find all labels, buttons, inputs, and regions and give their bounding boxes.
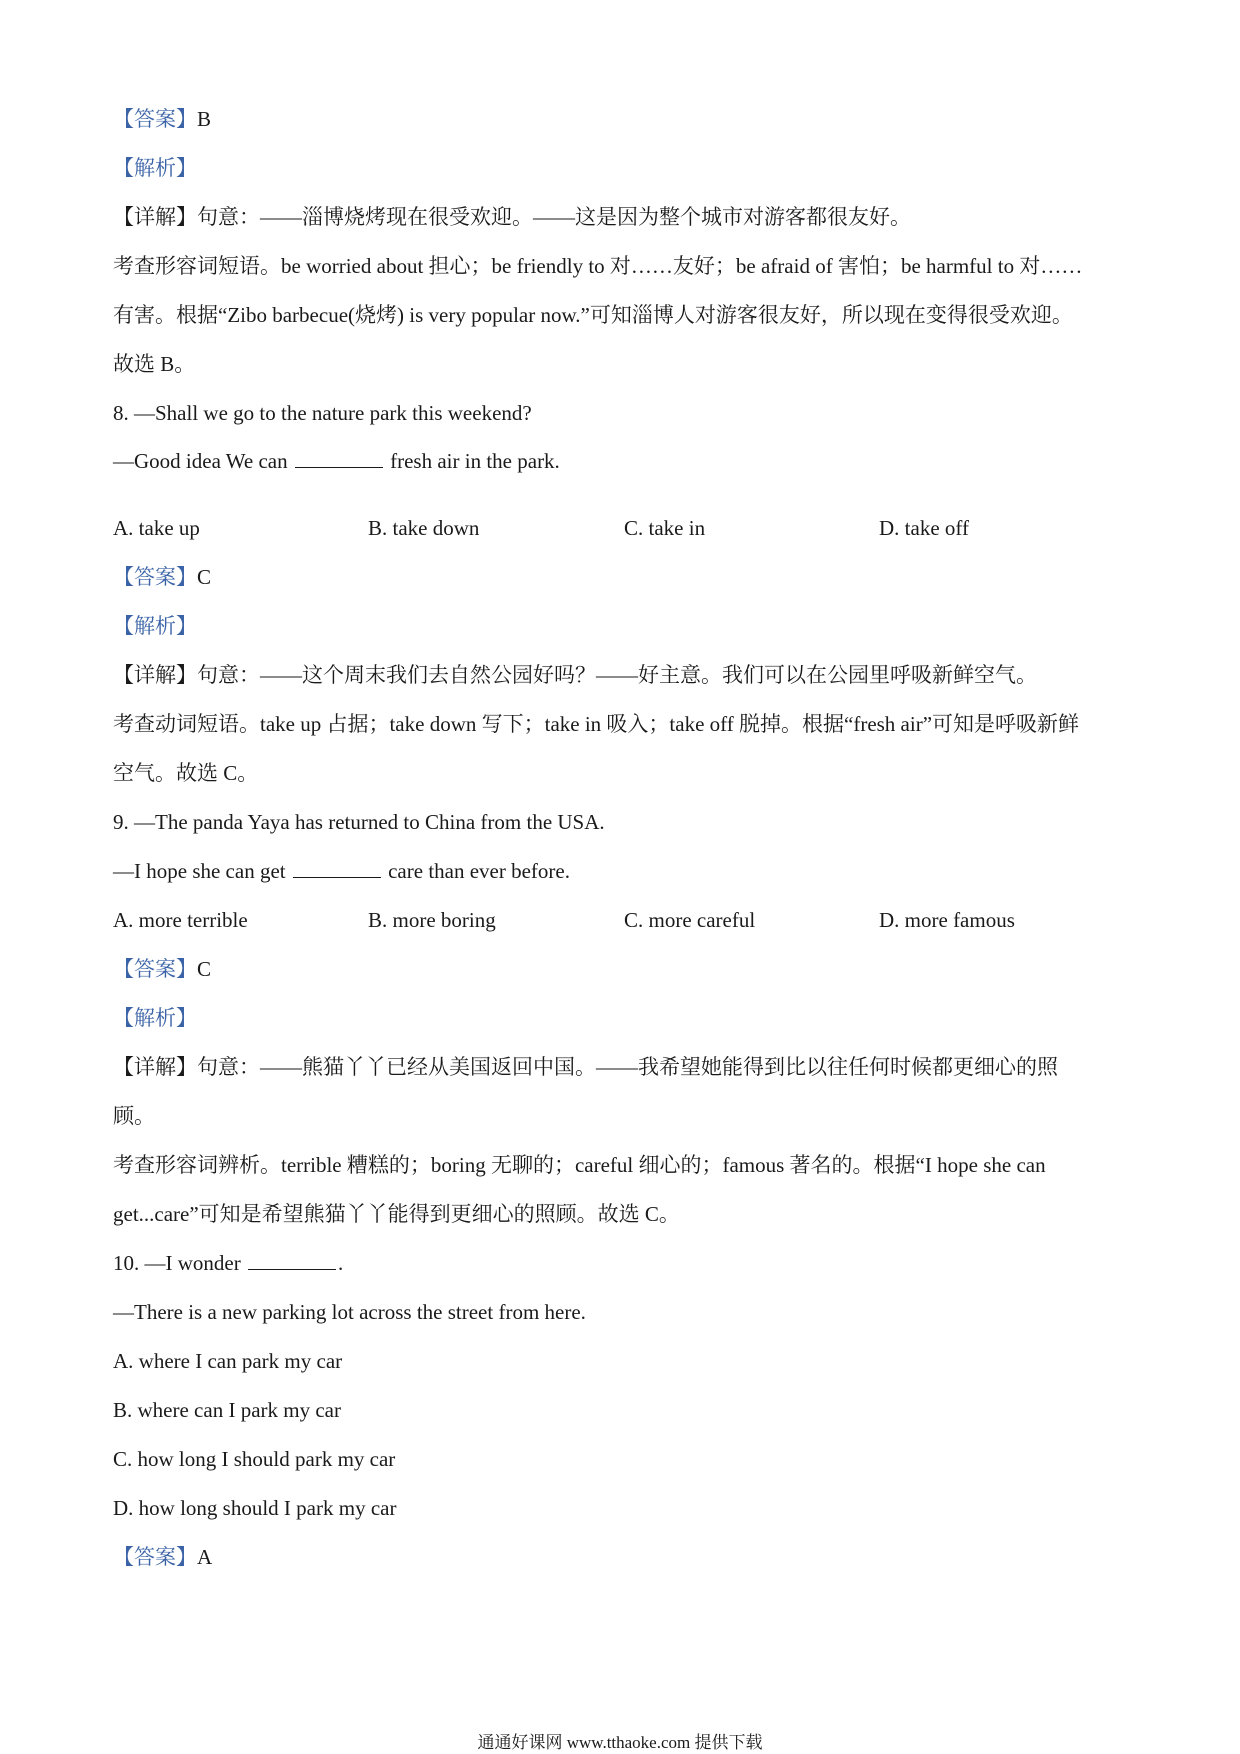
q7-detail-line-3: 有害。根据“Zibo barbecue(烧烤) is very popular now.”可知淄博人对游客很友好，所以现在变得很受欢迎。 xyxy=(113,303,1073,327)
detail-tag: 【详解】 xyxy=(113,1055,197,1079)
stem-after: fresh air in the park. xyxy=(384,449,560,473)
q9-detail-line-4: get...care”可知是希望熊猫丫丫能得到更细心的照顾。故选 C。 xyxy=(113,1202,680,1226)
stem-before: —Good idea We can xyxy=(113,449,293,473)
q9-answer xyxy=(113,955,211,983)
q10-option-c: C. how long I should park my car xyxy=(113,1447,396,1471)
q8-answer xyxy=(113,563,211,591)
answer-tag: 【答案】 xyxy=(113,1545,197,1569)
q9-detail-line-1 xyxy=(113,1053,1058,1081)
answer-letter: C xyxy=(197,565,212,589)
answer-tag: 【答案】 xyxy=(113,957,197,981)
detail-tag: 【详解】 xyxy=(113,205,197,229)
answer-blank xyxy=(293,857,381,878)
q10-stem-line-2: —There is a new parking lot across the street from here. xyxy=(113,1300,586,1324)
q7-analysis-tag: 【解析】 xyxy=(113,156,197,180)
q8-stem-line-1: 8. —Shall we go to the nature park this weekend? xyxy=(113,401,532,425)
q7-detail-line-2: 考查形容词短语。be worried about 担心；be friendly to 对……友好；be afraid of 害怕；be harmful to 对…… xyxy=(113,254,1083,278)
q8-option-d: D. take off xyxy=(879,516,969,540)
q10-option-d: D. how long should I park my car xyxy=(113,1496,397,1520)
q9-option-b: B. more boring xyxy=(368,908,496,932)
q7-detail-line-1 xyxy=(113,203,911,231)
answer-blank xyxy=(295,447,383,468)
q10-option-a: A. where I can park my car xyxy=(113,1349,343,1373)
q8-detail-line-2: 考查动词短语。take up 占据；take down 写下；take in 吸入；take off 脱掉。根据“fresh air”可知是呼吸新鲜 xyxy=(113,712,1080,736)
stem-before: 10. —I wonder xyxy=(113,1251,246,1275)
q8-option-c: C. take in xyxy=(624,516,706,540)
stem-after: care than ever before. xyxy=(382,859,570,883)
detail-text: 句意：——这个周末我们去自然公园好吗？——好主意。我们可以在公园里呼吸新鲜空气。 xyxy=(197,663,1037,687)
answer-tag: 【答案】 xyxy=(113,565,197,589)
q8-option-b: B. take down xyxy=(368,516,480,540)
answer-letter: A xyxy=(197,1545,213,1569)
q8-detail-line-3: 空气。故选 C。 xyxy=(113,761,259,785)
q8-analysis-tag: 【解析】 xyxy=(113,614,197,638)
q9-detail-line-2: 顾。 xyxy=(113,1104,155,1128)
detail-tag: 【详解】 xyxy=(113,663,197,687)
answer-letter: C xyxy=(197,957,212,981)
q9-option-d: D. more famous xyxy=(879,908,1015,932)
q8-stem-line-2 xyxy=(113,447,560,475)
q10-option-b: B. where can I park my car xyxy=(113,1398,341,1422)
q9-stem-line-1: 9. —The panda Yaya has returned to China from the USA. xyxy=(113,810,605,834)
detail-text: 句意：——熊猫丫丫已经从美国返回中国。——我希望她能得到比以往任何时候都更细心的照 xyxy=(197,1055,1058,1079)
detail-text: 句意：——淄博烧烤现在很受欢迎。——这是因为整个城市对游客都很友好。 xyxy=(197,205,911,229)
q9-detail-line-3: 考查形容词辨析。terrible 糟糕的；boring 无聊的；careful 细心的；famous 著名的。根据“I hope she can xyxy=(113,1153,1046,1177)
q7-detail-line-4: 故选 B。 xyxy=(113,352,196,376)
q10-stem-line-1 xyxy=(113,1249,343,1277)
q8-option-a: A. take up xyxy=(113,516,200,540)
page-footer: 通通好课网 www.tthaoke.com 提供下载 xyxy=(477,1733,763,1752)
q9-option-c: C. more careful xyxy=(624,908,756,932)
q9-stem-line-2 xyxy=(113,857,570,885)
answer-blank xyxy=(248,1249,336,1270)
answer-letter: B xyxy=(197,107,212,131)
q7-answer xyxy=(113,105,211,133)
stem-before: —I hope she can get xyxy=(113,859,291,883)
q8-detail-line-1 xyxy=(113,661,1037,689)
stem-after: . xyxy=(337,1251,344,1275)
q10-answer xyxy=(113,1543,212,1571)
q9-analysis-tag: 【解析】 xyxy=(113,1006,197,1030)
answer-tag: 【答案】 xyxy=(113,107,197,131)
q9-option-a: A. more terrible xyxy=(113,908,248,932)
